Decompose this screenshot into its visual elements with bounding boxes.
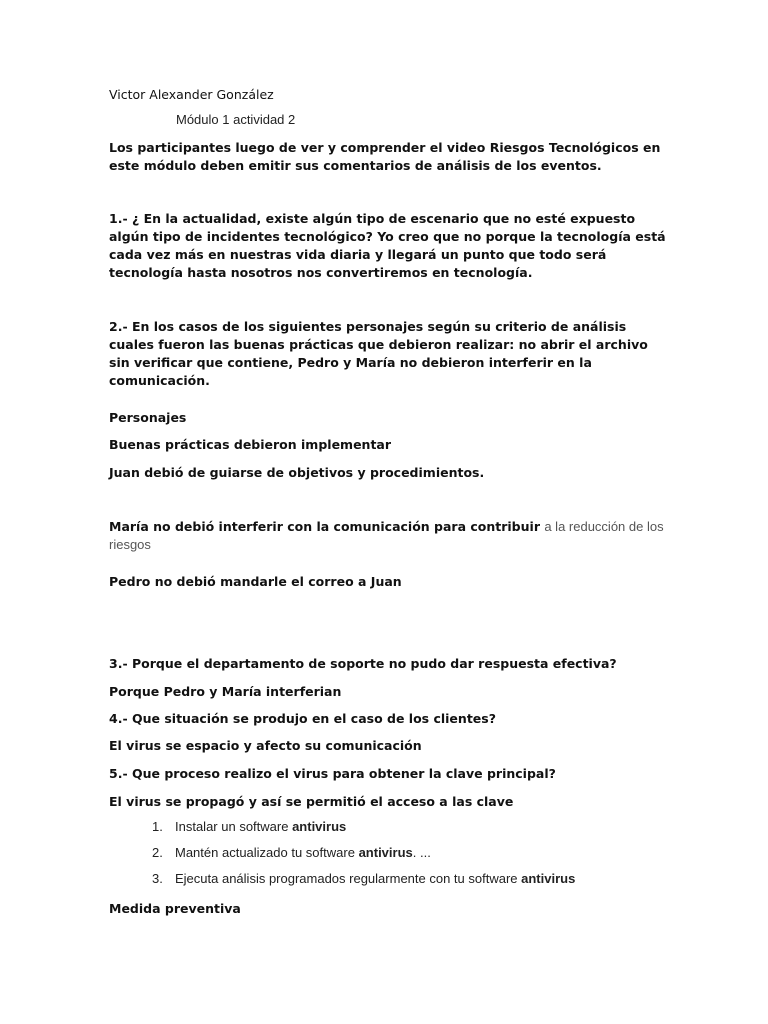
list-item [152,819,346,834]
medida-preventiva-heading: Medida preventiva [109,901,241,916]
question-1-paragraph: 1.- ¿ En la actualidad, existe algún tipo de escenario que no esté expuesto algún tipo de incidentes tecnológico? Yo creo que no porque la tecnología está cada vez más en nuestras vida diaria y llegará un punto que todo será tecnología hasta nosotros nos convertiremos en tecnología. [109,211,666,280]
author-name: Victor Alexander González [109,87,274,102]
list-text: Mantén actualizado tu software [175,845,359,860]
list-text: Ejecuta análisis programados regularmente con tu software [175,871,522,886]
answer-3: Porque Pedro y María interferian [109,684,342,699]
question-2-paragraph: 2.- En los casos de los siguientes personajes según su criterio de análisis cuales fueron las buenas prácticas que debieron realizar: no abrir el archivo sin verificar que contiene, Pedro y María no debieron interferir en la comunicación. [109,319,648,388]
buenas-practicas-heading: Buenas prácticas debieron implementar [109,437,392,452]
list-bold: antivirus [292,819,347,834]
list-number: 1. [152,819,163,834]
intro-paragraph: Los participantes luego de ver y comprender el video Riesgos Tecnológicos en este módulo deben emitir sus comentarios de análisis de los eventos. [109,140,661,173]
question-3: 3.- Porque el departamento de soporte no pudo dar respuesta efectiva? [109,656,617,671]
question-5: 5.- Que proceso realizo el virus para obtener la clave principal? [109,766,556,781]
list-number: 3. [152,871,163,886]
answer-4: El virus se espacio y afecto su comunicación [109,738,422,753]
pedro-statement: Pedro no debió mandarle el correo a Juan [109,574,402,589]
list-bold: antivirus [358,845,413,860]
list-item [152,871,575,886]
list-after: . ... [412,845,431,860]
maria-statement-bold: María no debió interferir con la comunicación para contribuir [109,519,540,534]
document-subtitle: Módulo 1 actividad 2 [176,112,296,127]
juan-statement: Juan debió de guiarse de objetivos y procedimientos. [109,465,485,480]
answer-5: El virus se propagó y así se permitió el acceso a las clave [109,794,514,809]
list-number: 2. [152,845,163,860]
maria-statement [109,518,709,554]
list-item [152,845,431,860]
list-text: Instalar un software [175,819,293,834]
question-4: 4.- Que situación se produjo en el caso de los clientes? [109,711,496,726]
list-bold: antivirus [521,871,576,886]
personajes-heading: Personajes [109,410,187,425]
maria-statement-light: a la reducción de los riesgos [109,519,664,552]
